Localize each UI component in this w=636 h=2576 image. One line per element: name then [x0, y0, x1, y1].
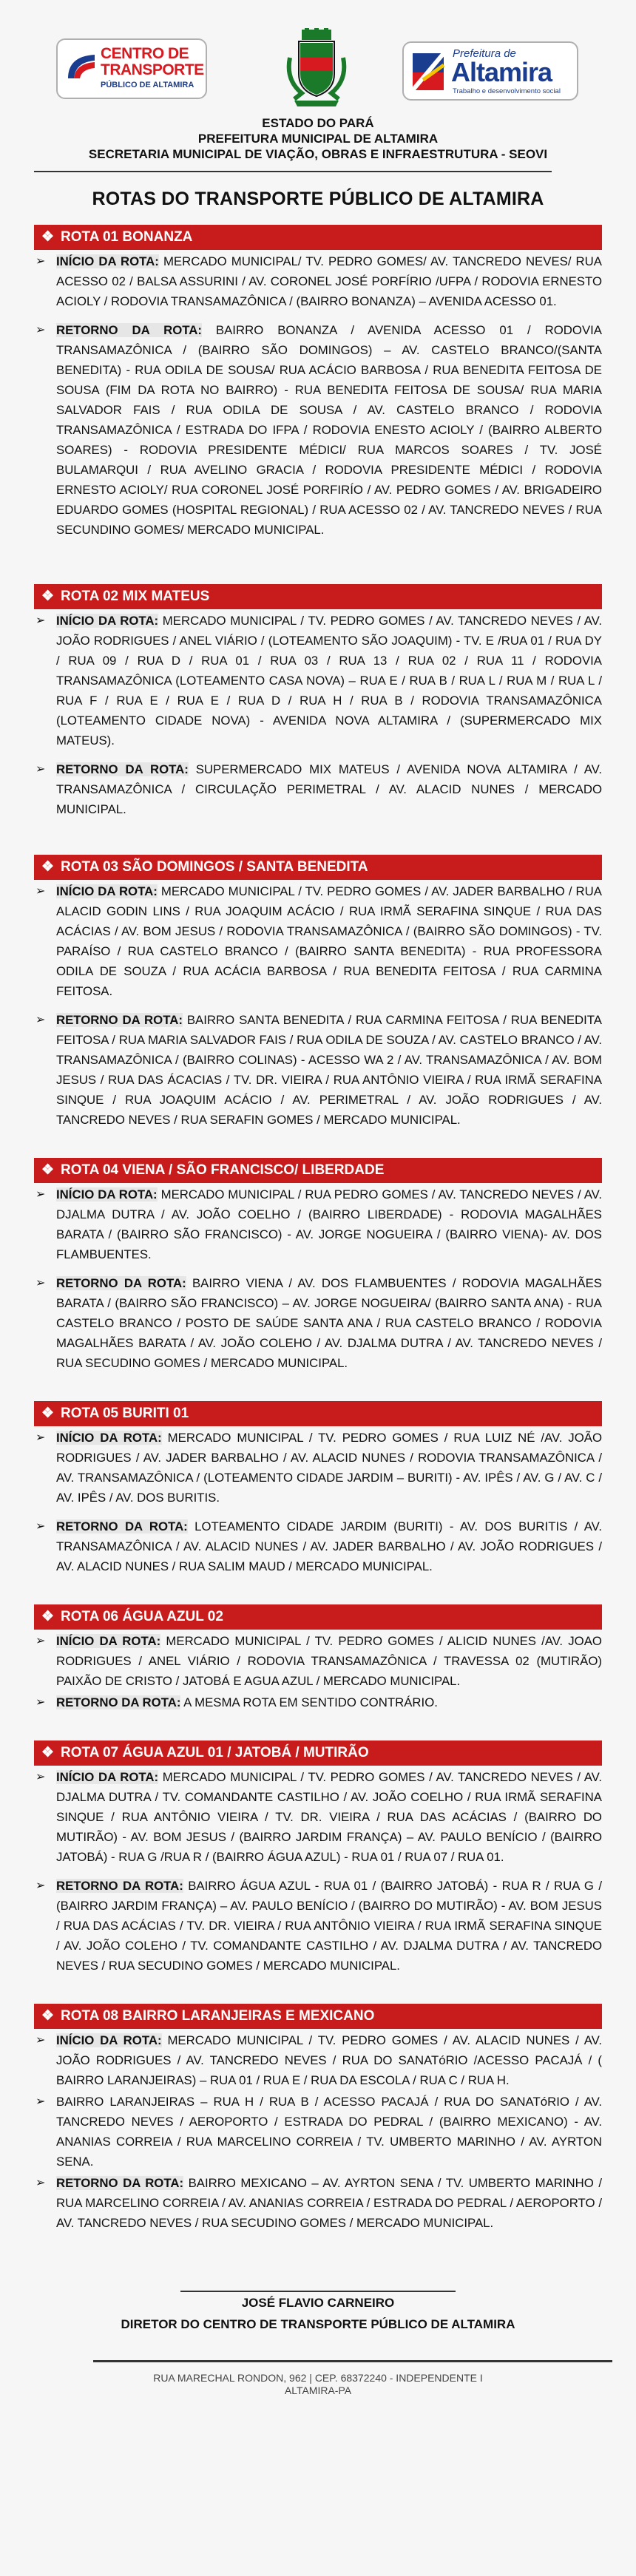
- arrow-bullet-icon: ➢: [35, 1277, 46, 1289]
- header-prefeitura: PREFEITURA MUNICIPAL DE ALTAMIRA: [197, 132, 439, 146]
- route-stop-text: MERCADO MUNICIPAL/ TV. PEDRO GOMES/ AV. TANCREDO NEVES/ RUA ACESSO 02 / BALSA ASSURINI / AV. CORONEL JOSÉ PORFÍRIO /UFPA / RODOVIA ERNESTO ACIOLY / RODOVIA TRANSAMAZÔNICA / (BAIRRO BONANZA) – AVENIDA ACESSO 01.: [56, 254, 602, 308]
- arrow-bullet-icon: ➢: [35, 2034, 46, 2047]
- route-stop-label: RETORNO DA ROTA:: [56, 1879, 183, 1893]
- route-stop-label: RETORNO DA ROTA:: [56, 762, 189, 776]
- route-stop-text: MERCADO MUNICIPAL / TV. PEDRO GOMES / RUA LUIZ NÉ /AV. JOÃO RODRIGUES / AV. JADER BARBALHO / AV. ALACID NUNES / RODOVIA TRANSAMAZÔNICA / AV. TRANSAMAZÔNICA / (LOTEAMENTO CIDADE JARDIM – BURITI) - AV. IPÊS / AV. G / AV. C / AV. IPÊS / AV. DOS BURITIS.: [56, 1431, 602, 1505]
- route-name: ROTA 02 MIX MATEUS: [61, 589, 210, 604]
- route-title-bar: [34, 855, 602, 880]
- arrow-bullet-icon: ➢: [35, 1431, 46, 1444]
- route-stop-label: RETORNO DA ROTA:: [56, 1276, 186, 1290]
- arrow-bullet-icon: ➢: [35, 324, 46, 336]
- route-stop-item: [34, 1516, 602, 1576]
- route-title-bar: [34, 225, 602, 250]
- route-section: [34, 1158, 602, 1373]
- arrow-bullet-icon: ➢: [35, 1635, 46, 1647]
- route-stop-label: INÍCIO DA ROTA:: [56, 884, 158, 898]
- route-stop-text: BAIRRO MEXICANO – AV. AYRTON SENA / TV. UMBERTO MARINHO / RUA MARCELINO CORREIA / AV. ANANIAS CORREIA / ESTRADA DO PEDRAL / AEROPORTO / AV. TANCREDO NEVES / RUA SECUDINO GOMES / MERCADO MUNICIPAL.: [56, 2176, 602, 2230]
- route-section: [34, 2004, 602, 2233]
- route-title-bar: [34, 1158, 602, 1183]
- route-stop-item: [34, 251, 602, 311]
- route-title-bar: [34, 2004, 602, 2029]
- route-stop-item: [34, 1767, 602, 1867]
- arrow-bullet-icon: ➢: [35, 614, 46, 627]
- route-name: ROTA 06 ÁGUA AZUL 02: [61, 1609, 223, 1624]
- signature-block: [34, 2291, 602, 2335]
- route-stops-list: [34, 611, 602, 819]
- route-stop-item: [34, 1273, 602, 1373]
- footer-line1: RUA MARECHAL RONDON, 962 | CEP. 68372240 - INDEPENDENTE I: [153, 2372, 483, 2384]
- route-section: [34, 1741, 602, 1976]
- route-stops-list: [34, 1767, 602, 1976]
- route-name: ROTA 07 ÁGUA AZUL 01 / JATOBÁ / MUTIRÃO: [61, 1745, 369, 1760]
- route-name: ROTA 03 SÃO DOMINGOS / SANTA BENEDITA: [61, 859, 368, 875]
- arrow-bullet-icon: ➢: [35, 885, 46, 898]
- logo-left-line1: CENTRO DE: [101, 45, 189, 62]
- header-state: ESTADO DO PARÁ: [262, 116, 374, 130]
- document-title: ROTAS DO TRANSPORTE PÚBLICO DE ALTAMIRA: [92, 189, 544, 209]
- arrow-bullet-icon: ➢: [35, 2177, 46, 2189]
- route-section: [34, 225, 602, 540]
- route-stop-item: [34, 611, 602, 750]
- route-stop-label: RETORNO DA ROTA:: [56, 1519, 188, 1533]
- arrow-bullet-icon: ➢: [35, 1880, 46, 1892]
- route-stop-text: MERCADO MUNICIPAL / TV. PEDRO GOMES / AV. ALACID NUNES / AV. JOÃO RODRIGUES / AV. TANCREDO NEVES / RUA DO SANATóRIO /ACESSO PACAJÁ / ( BAIRRO LARANJEIRAS) – RUA 01 / RUA E / RUA DA ESCOLA / RUA C / RUA H.: [56, 2033, 603, 2087]
- route-stop-text: MERCADO MUNICIPAL / RUA PEDRO GOMES / AV. TANCREDO NEVES / AV. DJALMA DUTRA / AV. JOÃO COELHO / (BAIRRO LIBERDADE) - RODOVIA MAGALHÃES BARATA / (BAIRRO SÃO FRANCISCO) - AV. JORGE NOGUEIRA / (BAIRRO VIENA)- AV. DOS FLAMBUENTES.: [56, 1187, 602, 1261]
- route-section: [34, 1401, 602, 1576]
- header-divider: [34, 171, 552, 172]
- arrow-bullet-icon: ➢: [35, 1014, 46, 1026]
- route-stop-text: BAIRRO ÁGUA AZUL - RUA 01 / (BAIRRO JATOBÁ) - RUA R / RUA G / (BAIRRO JARDIM FRANÇA) – AV. PAULO BENÍCIO / (BAIRRO DO MUTIRÃO) - AV. BOM JESUS / RUA DAS ACÁCIAS / TV. DR. VIEIRA / RUA ANTÔNIO VIEIRA / RUA IRMÃ SERAFINA SINQUE / AV. JOÃO COLEHO / TV. COMANDANTE CASTILHO / AV. DJALMA DUTRA / AV. TANCREDO NEVES / RUA SECUDINO GOMES / MERCADO MUNICIPAL.: [56, 1879, 602, 1973]
- route-stops-list: [34, 251, 602, 540]
- diamond-bullet-icon: ❖: [41, 229, 55, 245]
- diamond-bullet-icon: ❖: [41, 859, 55, 875]
- route-stop-text: BAIRRO BONANZA / AVENIDA ACESSO 01 / RODOVIA TRANSAMAZÔNICA / (BAIRRO SÃO DOMINGOS) – AV. CASTELO BRANCO/(SANTA BENEDITA) - RUA ODILA DE SOUSA/ RUA ACÁCIO BARBOSA / RUA BENEDITA FEITOSA DE SOUSA (FIM DA ROTA NO BAIRRO) - RUA BENEDITA FEITOSA DE SOUSA/ RUA MARIA SALVADOR FAIS / RUA ODILA DE SOUSA / AV. CASTELO BRANCO / RODOVIA TRANSAMAZÔNICA / ESTRADA DO IFPA / RODOVIA ENESTO ACIOLY / (BAIRRO ALBERTO SOARES) - RODOVIA PRESIDENTE MÉDICI/ RUA MARCOS SOARES / TV. JOSÉ BULAMARQUI / RUA AVELINO GRACIA / RODOVIA PRESIDENTE MÉDICI / RODOVIA ERNESTO ACIOLY/ RUA CORONEL JOSÉ PORFIRÍO / AV. PEDRO GOMES / AV. BRIGADEIRO EDUARDO GOMES (HOSPITAL REGIONAL) / RUA ACESSO 02 / AV. TANCREDO NEVES / RUA SECUNDINO GOMES/ MERCADO MUNICIPAL.: [56, 323, 602, 537]
- route-stop-label: RETORNO DA ROTA:: [56, 1013, 183, 1027]
- route-stop-item: [34, 2092, 602, 2172]
- diamond-bullet-icon: ❖: [41, 1609, 55, 1624]
- diamond-bullet-icon: ❖: [41, 589, 55, 604]
- route-stops-list: [34, 1428, 602, 1576]
- route-stops-list: [34, 881, 602, 1130]
- prefeitura-altamira-logo: [402, 41, 578, 101]
- route-name: ROTA 05 BURITI 01: [61, 1406, 189, 1421]
- route-stop-item: [34, 881, 602, 1001]
- route-stop-text: LOTEAMENTO CIDADE JARDIM (BURITI) - AV. DOS BURITIS / AV. TRANSAMAZÔNICA / AV. ALACID NUNES / AV. JADER BARBALHO / AV. JOÃO RODRIGUES / AV. ALACID NUNES / RUA SALIM MAUD / MERCADO MUNICIPAL.: [56, 1519, 602, 1573]
- arrow-bullet-icon: ➢: [35, 1771, 46, 1783]
- diamond-bullet-icon: ❖: [41, 1162, 55, 1178]
- footer-divider: [93, 2360, 612, 2362]
- bus-icon: [65, 50, 98, 83]
- signature-role: DIRETOR DO CENTRO DE TRANSPORTE PÚBLICO DE ALTAMIRA: [121, 2317, 515, 2331]
- route-name: ROTA 08 BAIRRO LARANJEIRAS E MEXICANO: [61, 2008, 375, 2024]
- route-stop-item: [34, 1428, 602, 1508]
- route-stop-item: [34, 2173, 602, 2233]
- route-name: ROTA 01 BONANZA: [61, 229, 193, 245]
- route-stop-text: MERCADO MUNICIPAL / TV. PEDRO GOMES / AV. JADER BARBALHO / RUA ALACID GODIN LINS / RUA JOAQUIM ACÁCIO / RUA IRMÃ SERAFINA SINQUE / RUA DAS ACÁCIAS / AV. BOM JESUS / RODOVIA TRANSAMAZÔNICA / (BAIRRO SÃO DOMINGOS) - TV. PARAÍSO / RUA CASTELO BRANCO / (BAIRRO SANTA BENEDITA) - RUA PROFESSORA ODILA DE SOUZA / RUA ACÁCIA BARBOSA / RUA BENEDITA FEITOSA / RUA CARMINA FEITOSA.: [56, 884, 602, 998]
- diamond-bullet-icon: ❖: [41, 1406, 55, 1421]
- route-stop-label: RETORNO DA ROTA:: [56, 323, 202, 337]
- logo-left-line2: TRANSPORTE: [101, 61, 204, 78]
- route-section: [34, 1604, 602, 1712]
- route-stop-text: MERCADO MUNICIPAL / TV. PEDRO GOMES / ALICID NUNES /AV. JOAO RODRIGUES / ANEL VIÁRIO / RODOVIA TRANSAMAZÔNICA / TRAVESSA 02 (MUTIRÃO) PAIXÃO DE CRISTO / JATOBÁ E AGUA AZUL / MERCADO MUNICIPAL.: [56, 1634, 602, 1688]
- route-stop-item: [34, 320, 602, 540]
- route-title-bar: [34, 584, 602, 609]
- route-name: ROTA 04 VIENA / SÃO FRANCISCO/ LIBERDADE: [61, 1162, 385, 1178]
- route-stop-label: INÍCIO DA ROTA:: [56, 254, 159, 268]
- route-stop-label: RETORNO DA ROTA:: [56, 1695, 181, 1709]
- route-stop-item: [34, 1184, 602, 1264]
- footer-address: [89, 2372, 547, 2397]
- route-title-bar: [34, 1741, 602, 1766]
- route-section: [34, 855, 602, 1130]
- route-stop-text: MERCADO MUNICIPAL / TV. PEDRO GOMES / AV. TANCREDO NEVES / AV. DJALMA DUTRA / TV. COMANDANTE CASTILHO / AV. JOÃO COELHO / RUA IRMÃ SERAFINA SINQUE / RUA ANTÔNIO VIEIRA / TV. DR. VIEIRA / RUA DAS ACÁCIAS / (BAIRRO DO MUTIRÃO) - AV. BOM JESUS / (BAIRRO JARDIM FRANÇA) – AV. PAULO BENÍCIO / (BAIRRO JATOBÁ) - RUA G /RUA R / (BAIRRO ÁGUA AZUL) - RUA 01 / RUA 07 / RUA 01.: [56, 1770, 602, 1864]
- route-stops-list: [34, 2030, 602, 2233]
- diamond-bullet-icon: ❖: [41, 1745, 55, 1760]
- route-stop-item: [34, 2030, 602, 2090]
- route-stop-text: A MESMA ROTA EM SENTIDO CONTRÁRIO.: [180, 1695, 438, 1709]
- logo-right-line1: Prefeitura de: [453, 47, 516, 60]
- route-stop-label: RETORNO DA ROTA:: [56, 2176, 184, 2190]
- route-stop-label: INÍCIO DA ROTA:: [56, 1634, 161, 1648]
- route-title-bar: [34, 1401, 602, 1426]
- route-stop-text: BAIRRO SANTA BENEDITA / RUA CARMINA FEITOSA / RUA BENEDITA FEITOSA / RUA MARIA SALVADOR FAIS / RUA ODILA DE SOUZA / AV. CASTELO BRANCO / AV. TRANSAMAZÔNICA / (BAIRRO COLINAS) - ACESSO WA 2 / AV. TRANSAMAZÔNICA / AV. BOM JESUS / RUA DAS ÁCACIAS / TV. DR. VIEIRA / RUA ANTÔNIO VIEIRA / RUA IRMÃ SERAFINA SINQUE / RUA JOAQUIM ACÁCIO / AV. PERIMETRAL / AV. JOÃO RODRIGUES / AV. TANCREDO NEVES / RUA SERAFIN GOMES / MERCADO MUNICIPAL.: [56, 1013, 602, 1127]
- route-stop-text: BAIRRO VIENA / AV. DOS FLAMBUENTES / RODOVIA MAGALHÃES BARATA / (BAIRRO SÃO FRANCISCO) – AV. JORGE NOGUEIRA/ (BAIRRO SANTA ANA) - RUA CASTELO BRANCO / POSTO DE SAÚDE SANTA ANA / RUA CASTELO BRANCO / RODOVIA MAGALHÃES BARATA / AV. JOÃO COLEHO / AV. DJALMA DUTRA / AV. TANCREDO NEVES / RUA SECUDINO GOMES / MERCADO MUNICIPAL.: [56, 1276, 602, 1370]
- prefeitura-mark-icon: [411, 50, 445, 93]
- route-stop-label: INÍCIO DA ROTA:: [56, 1187, 158, 1201]
- route-stops-list: [34, 1631, 602, 1712]
- route-stop-text: BAIRRO LARANJEIRAS – RUA H / RUA B / ACESSO PACAJÁ / RUA DO SANATóRIO / AV. TANCREDO NEVES / AEROPORTO / ESTRADA DO PEDRAL / (BAIRRO MEXICANO) - AV. ANANIAS CORREIA / RUA MARCELINO CORREIA / TV. UMBERTO MARINHO / AV. AYRTON SENA.: [56, 2095, 602, 2169]
- municipal-coat-of-arms-icon: [280, 28, 353, 109]
- route-title-bar: [34, 1604, 602, 1630]
- arrow-bullet-icon: ➢: [35, 2095, 46, 2108]
- arrow-bullet-icon: ➢: [35, 1520, 46, 1533]
- route-stop-item: [34, 759, 602, 819]
- route-stop-item: [34, 1631, 602, 1691]
- route-stop-text: MERCADO MUNICIPAL / TV. PEDRO GOMES / AV. TANCREDO NEVES / AV. JOÃO RODRIGUES / ANEL VIÁRIO / (LOTEAMENTO SÃO JOAQUIM) - TV. E /RUA 01 / RUA DY / RUA 09 / RUA D / RUA 01 / RUA 03 / RUA 13 / RUA 02 / RUA 11 / RODOVIA TRANSAMAZÔNICA (LOTEAMENTO CASA NOVA) – RUA E / RUA B / RUA L / RUA M / RUA L / RUA F / RUA E / RUA E / RUA D / RUA H / RUA B / RODOVIA TRANSAMAZÔNICA (LOTEAMENTO CIDADE NOVA) - AVENIDA NOVA ALTAMIRA / (SUPERMERCADO MIX MATEUS).: [56, 614, 602, 748]
- logo-right-line3: Trabalho e desenvolvimento social: [453, 87, 561, 95]
- route-section: [34, 584, 602, 819]
- arrow-bullet-icon: ➢: [35, 255, 46, 268]
- header-logos: [34, 0, 602, 111]
- institution-header: [34, 115, 602, 162]
- route-stops-list: [34, 1184, 602, 1373]
- route-stop-label: INÍCIO DA ROTA:: [56, 614, 159, 628]
- footer-line2: ALTAMIRA-PA: [284, 2385, 352, 2396]
- signature-name: JOSÉ FLAVIO CARNEIRO: [241, 2296, 395, 2310]
- logo-left-line3: PÚBLICO DE ALTAMIRA: [101, 81, 194, 89]
- centro-transporte-logo: [56, 38, 207, 99]
- logo-right-line2: Altamira: [451, 57, 552, 87]
- route-stop-text: SUPERMERCADO MIX MATEUS / AVENIDA NOVA ALTAMIRA / AV. TRANSAMAZÔNICA / CIRCULAÇÃO PERIMETRAL / AV. ALACID NUNES / MERCADO MUNICIPAL.: [56, 762, 602, 816]
- route-stop-label: INÍCIO DA ROTA:: [56, 1770, 159, 1784]
- route-list: [34, 225, 602, 2233]
- diamond-bullet-icon: ❖: [41, 2008, 55, 2024]
- arrow-bullet-icon: ➢: [35, 763, 46, 776]
- arrow-bullet-icon: ➢: [35, 1696, 46, 1709]
- route-stop-item: [34, 1010, 602, 1130]
- route-stop-label: INÍCIO DA ROTA:: [56, 1431, 162, 1445]
- route-stop-item: [34, 1876, 602, 1976]
- route-stop-label: INÍCIO DA ROTA:: [56, 2033, 162, 2047]
- route-stop-item: [34, 1692, 602, 1712]
- arrow-bullet-icon: ➢: [35, 1188, 46, 1201]
- header-secretaria: SECRETARIA MUNICIPAL DE VIAÇÃO, OBRAS E INFRAESTRUTURA - SEOVI: [88, 147, 548, 161]
